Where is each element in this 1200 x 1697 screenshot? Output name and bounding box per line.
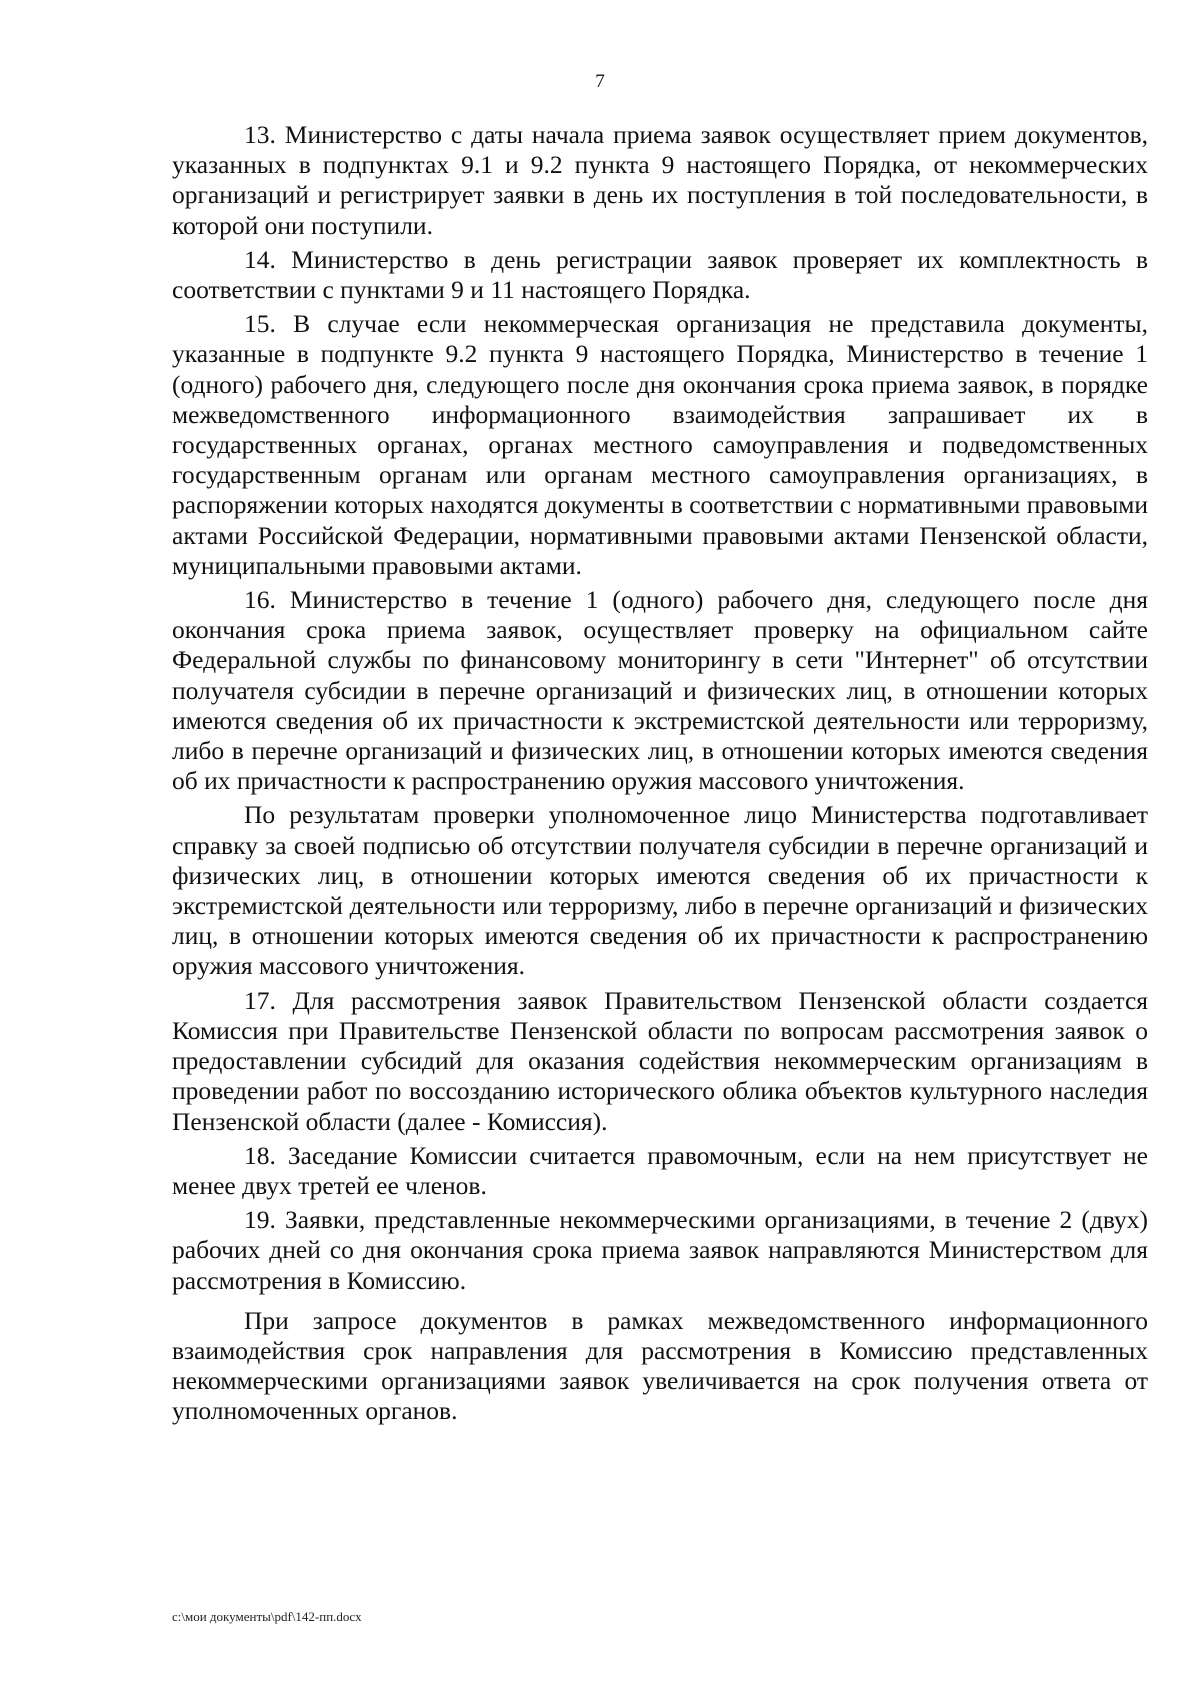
paragraph-13: 13. Министерство с даты начала приема заявок осуществляет прием документов, указанных в подпунктах 9.1 и 9.2 пункта 9 настоящего Порядка, от некоммерческих организаций и регистрирует заявки в день их поступления в той последовательности, в которой они поступили. — [172, 120, 1148, 240]
paragraph-15: 15. В случае если некоммерческая организация не представила документы, указанные в подпункте 9.2 пункта 9 настоящего Порядка, Министерство в течение 1 (одного) рабочего дня, следующего после дня окончания срока приема заявок, в порядке межведомственного информационного взаимодействия запрашивает их в государственных органах, органах местного самоуправления и подведомственных государственным органам или органам местного самоуправления организациях, в распоряжении которых находятся документы в соответствии с нормативными правовыми актами Российской Федерации, нормативными правовыми актами Пензенской области, муниципальными правовыми актами. — [172, 309, 1148, 580]
paragraph-18: 18. Заседание Комиссии считается правомочным, если на нем присутствует не менее двух третей ее членов. — [172, 1140, 1148, 1200]
document-body — [172, 120, 1148, 1427]
paragraph-16: 16. Министерство в течение 1 (одного) рабочего дня, следующего после дня окончания срока приема заявок, осуществляет проверку на официальном сайте Федеральной службы по финансовому мониторингу в сети "Интернет" об отсутствии получателя субсидии в перечне организаций и физических лиц, в отношении которых имеются сведения об их причастности к экстремистской деятельности или терроризму, либо в перечне организаций и физических лиц, в отношении которых имеются сведения об их причастности к распространению оружия массового уничтожения. — [172, 585, 1148, 796]
paragraph-14: 14. Министерство в день регистрации заявок проверяет их комплектность в соответствии с пунктами 9 и 11 настоящего Порядка. — [172, 244, 1148, 305]
paragraph-17: 17. Для рассмотрения заявок Правительством Пензенской области создается Комиссия при Правительстве Пензенской области по вопросам рассмотрения заявок о предоставлении субсидий для оказания содействия некоммерческим организациям в проведении работ по воссозданию исторического облика объектов культурного наследия Пензенской области (далее - Комиссия). — [172, 985, 1148, 1136]
document-file-path: c:\мои документы\pdf\142-пп.docx — [172, 1609, 362, 1624]
paragraph-16-verification-result: По результатам проверки уполномоченное лицо Министерства подготавливает справку за своей подписью об отсутствии получателя субсидии в перечне организаций и физических лиц, в отношении которых имеются сведения об их причастности к экстремистской деятельности или терроризму, либо в перечне организаций и физических лиц, в отношении которых имеются сведения об их причастности к распространению оружия массового уничтожения. — [172, 800, 1148, 981]
paragraph-19-interagency-request: При запросе документов в рамках межведомственного информационного взаимодействия срок направления для рассмотрения в Комиссию представленных некоммерческими организациями заявок увеличивается на срок получения ответа от уполномоченных органов. — [172, 1305, 1148, 1426]
paragraph-19: 19. Заявки, представленные некоммерческими организациями, в течение 2 (двух) рабочих дней со дня окончания срока приема заявок направляются Министерством для рассмотрения в Комиссию. — [172, 1205, 1148, 1295]
page-number: 7 — [595, 71, 605, 92]
